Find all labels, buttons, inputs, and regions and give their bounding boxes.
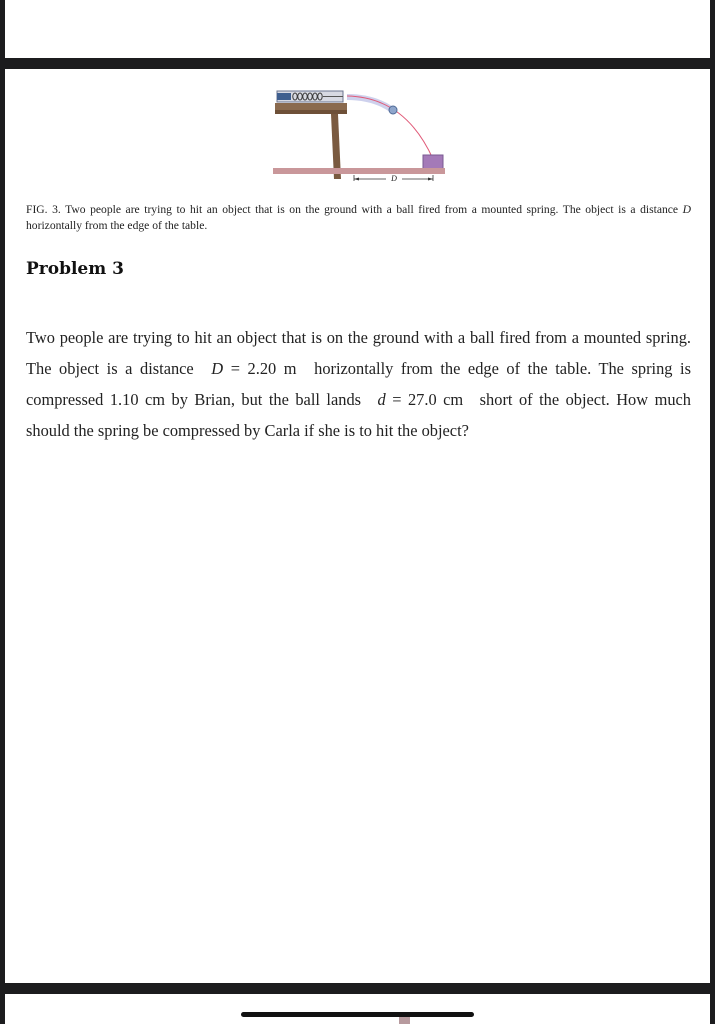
variable-d: d bbox=[377, 390, 386, 409]
ball bbox=[389, 106, 397, 114]
distance-label: D bbox=[391, 174, 397, 181]
home-indicator[interactable] bbox=[241, 1012, 474, 1017]
caption-text-suffix: horizontally from the edge of the table. bbox=[26, 219, 208, 232]
table-edge bbox=[275, 110, 347, 114]
figure-3 bbox=[273, 85, 445, 181]
document-page bbox=[5, 69, 710, 983]
value-d: = 27.0 cm bbox=[392, 390, 464, 409]
caption-variable-D: D bbox=[682, 203, 692, 216]
problem-title: Problem 3 bbox=[26, 259, 124, 279]
launcher-plunger bbox=[277, 93, 291, 100]
dimension-arrow-left bbox=[354, 178, 359, 181]
next-page-figure-peek bbox=[399, 1017, 410, 1024]
target-object bbox=[423, 155, 443, 169]
problem-text-part-2: horizontally from the edge of the table. The spring is compressed 1.10 cm by Brian, but the ball lands bbox=[26, 359, 691, 409]
previous-page bbox=[5, 0, 710, 58]
spring-launch-diagram bbox=[273, 85, 445, 181]
problem-text-part-1: Two people are trying to hit an object that is on the ground with a ball fired from a mounted spring. The object is a distance bbox=[26, 328, 691, 378]
problem-text-part-3: short of the object. How much should the spring be compressed by Carla if she is to hit the object? bbox=[26, 390, 691, 440]
table-top bbox=[275, 103, 347, 110]
variable-D: D bbox=[211, 359, 224, 378]
figure-caption bbox=[26, 202, 691, 234]
next-page bbox=[5, 994, 710, 1024]
caption-text-prefix: FIG. 3. Two people are trying to hit an object that is on the ground with a ball fired from a mounted spring. The object is a distance bbox=[26, 203, 679, 216]
floor bbox=[273, 168, 445, 174]
problem-statement bbox=[26, 322, 691, 446]
value-D: = 2.20 m bbox=[230, 359, 297, 378]
dimension-arrow-right bbox=[428, 178, 433, 181]
